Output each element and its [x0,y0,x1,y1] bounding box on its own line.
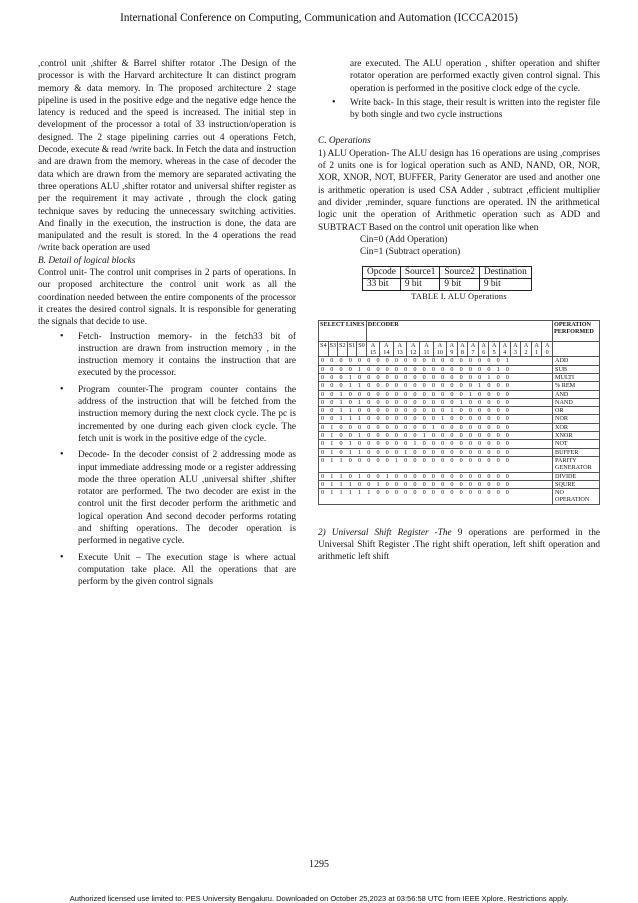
table-row [319,357,600,365]
column-header: A 4 [500,341,511,357]
column-header-row [319,341,600,357]
row-operation: XOR [553,423,600,431]
row-bits: 0 0 1 1 0 0 0 0 0 0 0 0 0 0 1 0 0 0 0 0 0 [319,407,553,415]
row-operation: MULTI [553,373,600,381]
row-operation: NOT [553,440,600,448]
table-row [319,489,600,505]
instruction-format-table [362,266,532,291]
table-row [319,415,600,423]
table-row [319,440,600,448]
format-cell: Destination [479,267,531,279]
bullet-execute: • Execute Unit – The execution stage is where actual computation take place. All the operations that are perform by the given control signals [38,552,296,589]
format-cell: 9 bit [440,279,479,291]
row-bits: 0 1 1 0 0 0 0 0 1 0 0 0 0 0 0 0 0 0 0 0 0 [319,456,553,472]
section-c-paragraph: 1) ALU Operation- The ALU design has 16 operations are using ,comprises of 2 units one is for logical operation such as AND, NAND, OR, NOR, XOR, XNOR, NOT, BUFFER, Parity Generator are used and another one is arithmetic operation is used CSA Adder , subtract ,efficient multiplier and divider ,reminder, square functions are operated. IN the arithmetical logic unit the operation of Arithmetic operation such as ADD and SUBTRACT Based on the control unit operation like when [318,148,600,233]
row-operation: NOR [553,415,600,423]
row-operation: XNOR [553,432,600,440]
table-row [319,373,600,381]
row-bits: 0 0 0 1 1 0 0 0 0 0 0 0 0 0 0 0 0 1 0 0 0 [319,382,553,390]
format-cell: Source1 [400,267,439,279]
column-header: A 8 [457,341,468,357]
row-operation: NO OPERATION [553,489,600,505]
section-b-intro: Control unit- The control unit comprises in 2 parts of operations. In our proposed architecture the control unit work as all the coordination needed between the entire components of the processor it creates the desired control signals. It is responsible for generating the signals that decide to use. [38,268,296,328]
column-header: A 13 [393,341,406,357]
row-bits: 0 1 1 1 0 0 1 0 0 0 0 0 0 0 0 0 0 0 0 0 0 [319,480,553,488]
bullet-writeback: • Write back- In this stage, their result is written into the register file by both single and two cycle instructions [318,97,600,122]
section-2-paragraph: 2) Universal Shift Register -The 9 operations are performed in the Universal Shift Register .The right shift operation, left shift operation and arithmetic left shift [318,527,600,563]
table-row [319,382,600,390]
column-header: A 10 [433,341,446,357]
column-header: A 9 [447,341,458,357]
column-header: S1 [347,341,357,357]
table-row [319,480,600,488]
table-caption: TABLE I. ALU Operations [411,292,507,302]
group-header: OPERATION PERFORMED [553,320,600,341]
row-operation: BUFFER [553,448,600,456]
section-b-title: B. Detail of logical blocks [38,255,136,266]
column-header: A 2 [521,341,532,357]
column-header [553,341,600,357]
bullet-fetch: • Fetch- Instruction memory- in the fetch33 bit of instruction are drawn from instruction memory , in the instruction memory it contains the instruction that are executed by the processor. [38,331,296,380]
column-header: S4 [319,341,329,357]
row-bits: 0 1 0 0 1 0 0 0 0 0 0 1 0 0 0 0 0 0 0 0 0 [319,432,553,440]
bullet-decode: • Decode- In the decoder consist of 2 addressing mode as input immediate addressing mode or a register addressing mode the three operation ALU ,universal shifter ,shifter rotator are performed. The two decoder are exist in the control unit the first decoder perform the arithmetic and logical operation And second decoder performs rotating and shifting operations. The decoder operation is performed in negative cycle. [38,449,296,547]
format-cell: 33 bit [363,279,401,291]
format-cell: 9 bit [479,279,531,291]
table-row [319,472,600,480]
row-bits: 0 1 0 1 0 0 0 0 0 0 1 0 0 0 0 0 0 0 0 0 0 [319,440,553,448]
row-bits: 0 1 1 1 1 1 0 0 0 0 0 0 0 0 0 0 0 0 0 0 0 [319,489,553,505]
row-bits: 0 0 0 1 0 0 0 0 0 0 0 0 0 0 0 0 0 0 1 0 0 [319,373,553,381]
format-cell: 9 bit [400,279,439,291]
row-bits: 0 1 1 0 1 0 0 1 0 0 0 0 0 0 0 0 0 0 0 0 0 [319,472,553,480]
row-bits: 0 0 0 0 1 0 0 0 0 0 0 0 0 0 0 0 0 0 0 1 0 [319,365,553,373]
column-header: A 0 [542,341,553,357]
column-header: S3 [328,341,338,357]
row-operation: ADD [553,357,600,365]
column-header: A 12 [407,341,420,357]
format-cell: Opcode [363,267,401,279]
table-row [319,407,600,415]
left-bullet-list [38,331,296,589]
page-number: 1295 [309,859,329,870]
row-operation: AND [553,390,600,398]
row-operation: OR [553,407,600,415]
row-operation: PARITY GENERATOR [553,456,600,472]
row-bits: 0 0 1 0 1 0 0 0 0 0 0 0 0 0 0 1 0 0 0 0 0 [319,398,553,406]
column-header: S0 [357,341,367,357]
column-header: A 6 [478,341,489,357]
row-operation: NAND [553,398,600,406]
group-header: DECODER [366,320,552,341]
table-row [319,423,600,431]
alu-operations-table [318,320,600,505]
row-bits: 0 0 1 1 1 0 0 0 0 0 0 0 0 1 0 0 0 0 0 0 0 [319,415,553,423]
row-operation: SUB [553,365,600,373]
format-cell: Source2 [440,267,479,279]
column-header: A 3 [510,341,521,357]
column-header: A 1 [531,341,542,357]
row-bits: 0 1 0 0 0 0 0 0 0 0 0 0 1 0 0 0 0 0 0 0 0 [319,423,553,431]
column-header: A 7 [468,341,479,357]
column-header: A 15 [366,341,379,357]
column-header: A 14 [380,341,393,357]
table-row [319,365,600,373]
right-column [318,58,600,564]
table-row [319,390,600,398]
license-footer: Authorized licensed use limited to: PES University Bengaluru. Downloaded on October 25,2023 at 03:56:58 UTC from IEEE Xplore. Restrictions apply. [69,894,569,903]
intro-paragraph: ,control unit ,shifter & Barrel shifter rotator .The Design of the processor is with the Harvard architecture It can distinct program memory & data memory. In The proposed architecture 2 stage pipeline is used in the positive edge and the negative edge hence the latency is reduced and the speed is increased. The initial step in development of the processor a total of 33 instruction/operation is designed. The 2 stage pipelining carries out 4 operations Fetch, Decode, execute & read /write back. In Fetch the data and instruction and are drawn from the memory. whereas in the case of decoder the data which are drawn from the memory are separated activating the three operations ALU ,shifter rotator and universal shifter register as per the requirement it may activate , through the clock gating technique saves by reducing the unnecessary switching activities. And finally in the execution, the instruction is done, the data are manipulated and the result is stored. In the 4 operations the read /write back operation are used [38,59,296,254]
column-header: A 11 [420,341,433,357]
table-row [319,456,600,472]
table-row [319,448,600,456]
row-operation: % REM [553,382,600,390]
column-header: S2 [338,341,348,357]
group-header: SELECT LINES [319,320,367,341]
bullet-program-counter: • Program counter-The program counter contains the address of the instruction that will be fetched from the instruction memory during the next clock cycle. The pc is incremented by one during each given clock cycle. The fetch unit is work in the positive edge of the cycle. [38,384,296,445]
column-header: A 5 [489,341,500,357]
table-row [319,432,600,440]
row-bits: 0 0 0 0 0 0 0 0 0 0 0 0 0 0 0 0 0 0 0 0 1 [319,357,553,365]
table-row [319,398,600,406]
cin-add-line: Cin=0 (Add Operation) [360,234,448,245]
left-column [38,58,296,592]
execute-continuation: are executed. The ALU operation , shifter operation and shifter rotator operation are performed exactly given control signal. This operation is performed in the positive clock edge of the cycle. [350,59,600,94]
running-header: International Conference on Computing, Communication and Automation (ICCCA2015) [120,12,518,24]
row-bits: 0 1 0 1 1 0 0 0 0 1 0 0 0 0 0 0 0 0 0 0 0 [319,448,553,456]
section-c-title: C. Operations [318,136,371,147]
row-bits: 0 0 1 0 0 0 0 0 0 0 0 0 0 0 0 0 1 0 0 0 0 [319,390,553,398]
row-operation: DIVIDE [553,472,600,480]
cin-sub-line: Cin=1 (Subtract operation) [360,247,461,258]
row-operation: SQURE [553,480,600,488]
